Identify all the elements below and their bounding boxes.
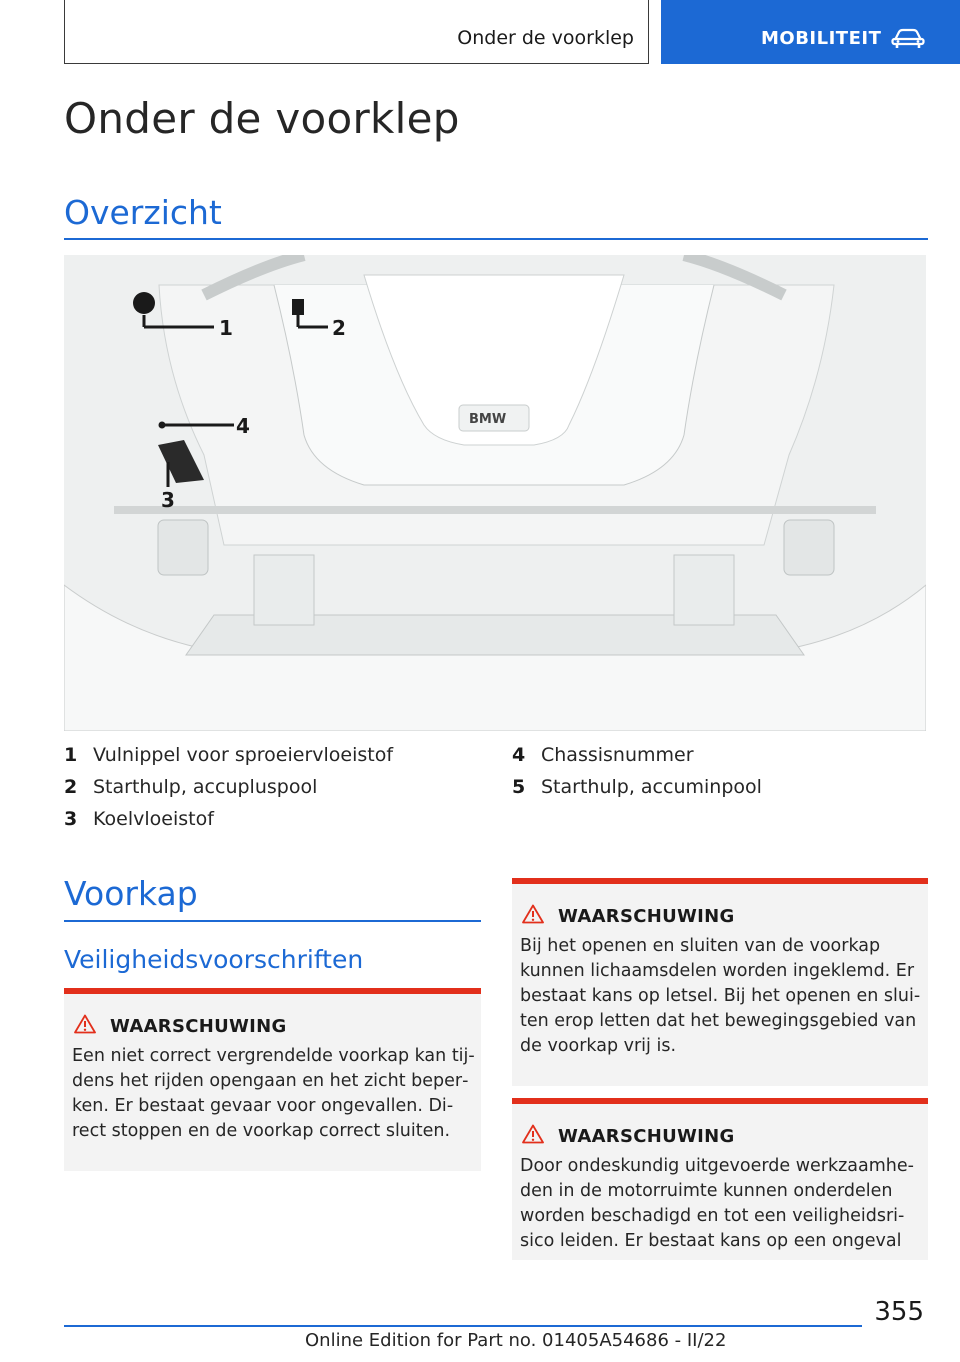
warning-box <box>64 988 481 1171</box>
warning-body: Bij het openen en sluiten van de voorkap kunnen lichaamsdelen worden ingeklemd. Er bestaat kans op letsel. Bij het openen en sluiten erop letten dat het bewegingsgebied van de voorkap vrij is. <box>520 936 921 1056</box>
page-number: 355 <box>874 1297 924 1327</box>
warning-icon <box>74 1014 96 1034</box>
warning-title: WAARSCHUWING <box>558 1126 735 1147</box>
bmw-badge-text: BMW <box>469 412 507 427</box>
safety-subheading: Veiligheidsvoorschriften <box>64 945 364 974</box>
voorkap-rule <box>64 920 481 922</box>
legend-number: 2 <box>64 776 78 798</box>
overview-heading: Overzicht <box>64 193 222 232</box>
voorkap-heading: Voorkap <box>64 874 198 913</box>
callout-1: 1 <box>219 316 233 340</box>
car-icon <box>891 28 925 48</box>
legend-number: 5 <box>512 776 526 798</box>
header-chapter-label: MOBILITEIT <box>761 28 882 49</box>
legend-text: Starthulp, accuminpool <box>541 776 762 798</box>
header-section-title: Onder de voorklep <box>457 27 634 49</box>
legend-item <box>64 744 484 776</box>
warning-icon <box>522 904 544 924</box>
warning-box <box>512 878 928 1086</box>
warning-body: Een niet correct vergrendelde voorkap kan tijdens het rijden opengaan en het zicht beperken. Er bestaat gevaar voor ongevallen. Direct stoppen en de voorkap correct sluiten. <box>72 1046 475 1141</box>
legend-text: Starthulp, accupluspool <box>93 776 318 798</box>
legend-text: Koelvloeistof <box>93 808 214 830</box>
callout-3: 3 <box>161 488 175 512</box>
legend-number: 4 <box>512 744 526 766</box>
overview-rule <box>64 238 928 240</box>
legend-number: 1 <box>64 744 78 766</box>
legend-item <box>512 744 912 776</box>
callout-2: 2 <box>332 316 346 340</box>
warning-icon <box>522 1124 544 1144</box>
engine-bay-illustration <box>64 255 926 731</box>
callout-4: 4 <box>236 414 250 438</box>
engine-bay-figure <box>64 255 926 731</box>
warning-body: Door ondeskundig uitgevoerde werkzaamheden in de motorruimte kunnen onderdelen worden beschadigd en tot een veiligheidsrisico leiden. Er bestaat kans op een ongeval <box>520 1156 914 1251</box>
footer-edition: Online Edition for Part no. 01405A54686 - II/22 <box>305 1330 727 1351</box>
footer-rule <box>64 1325 862 1327</box>
legend-number: 3 <box>64 808 78 830</box>
legend-item <box>64 808 484 840</box>
warning-title: WAARSCHUWING <box>110 1016 287 1037</box>
legend-text: Vulnippel voor sproeiervloeistof <box>93 744 394 766</box>
legend-item <box>512 776 912 808</box>
page-title: Onder de voorklep <box>64 94 460 143</box>
legend-left <box>64 744 484 840</box>
legend-right <box>512 744 912 808</box>
header-chapter-tab[interactable] <box>661 0 960 64</box>
warning-title: WAARSCHUWING <box>558 906 735 927</box>
legend-item <box>64 776 484 808</box>
legend-text: Chassisnummer <box>541 744 694 766</box>
warning-box <box>512 1098 928 1260</box>
